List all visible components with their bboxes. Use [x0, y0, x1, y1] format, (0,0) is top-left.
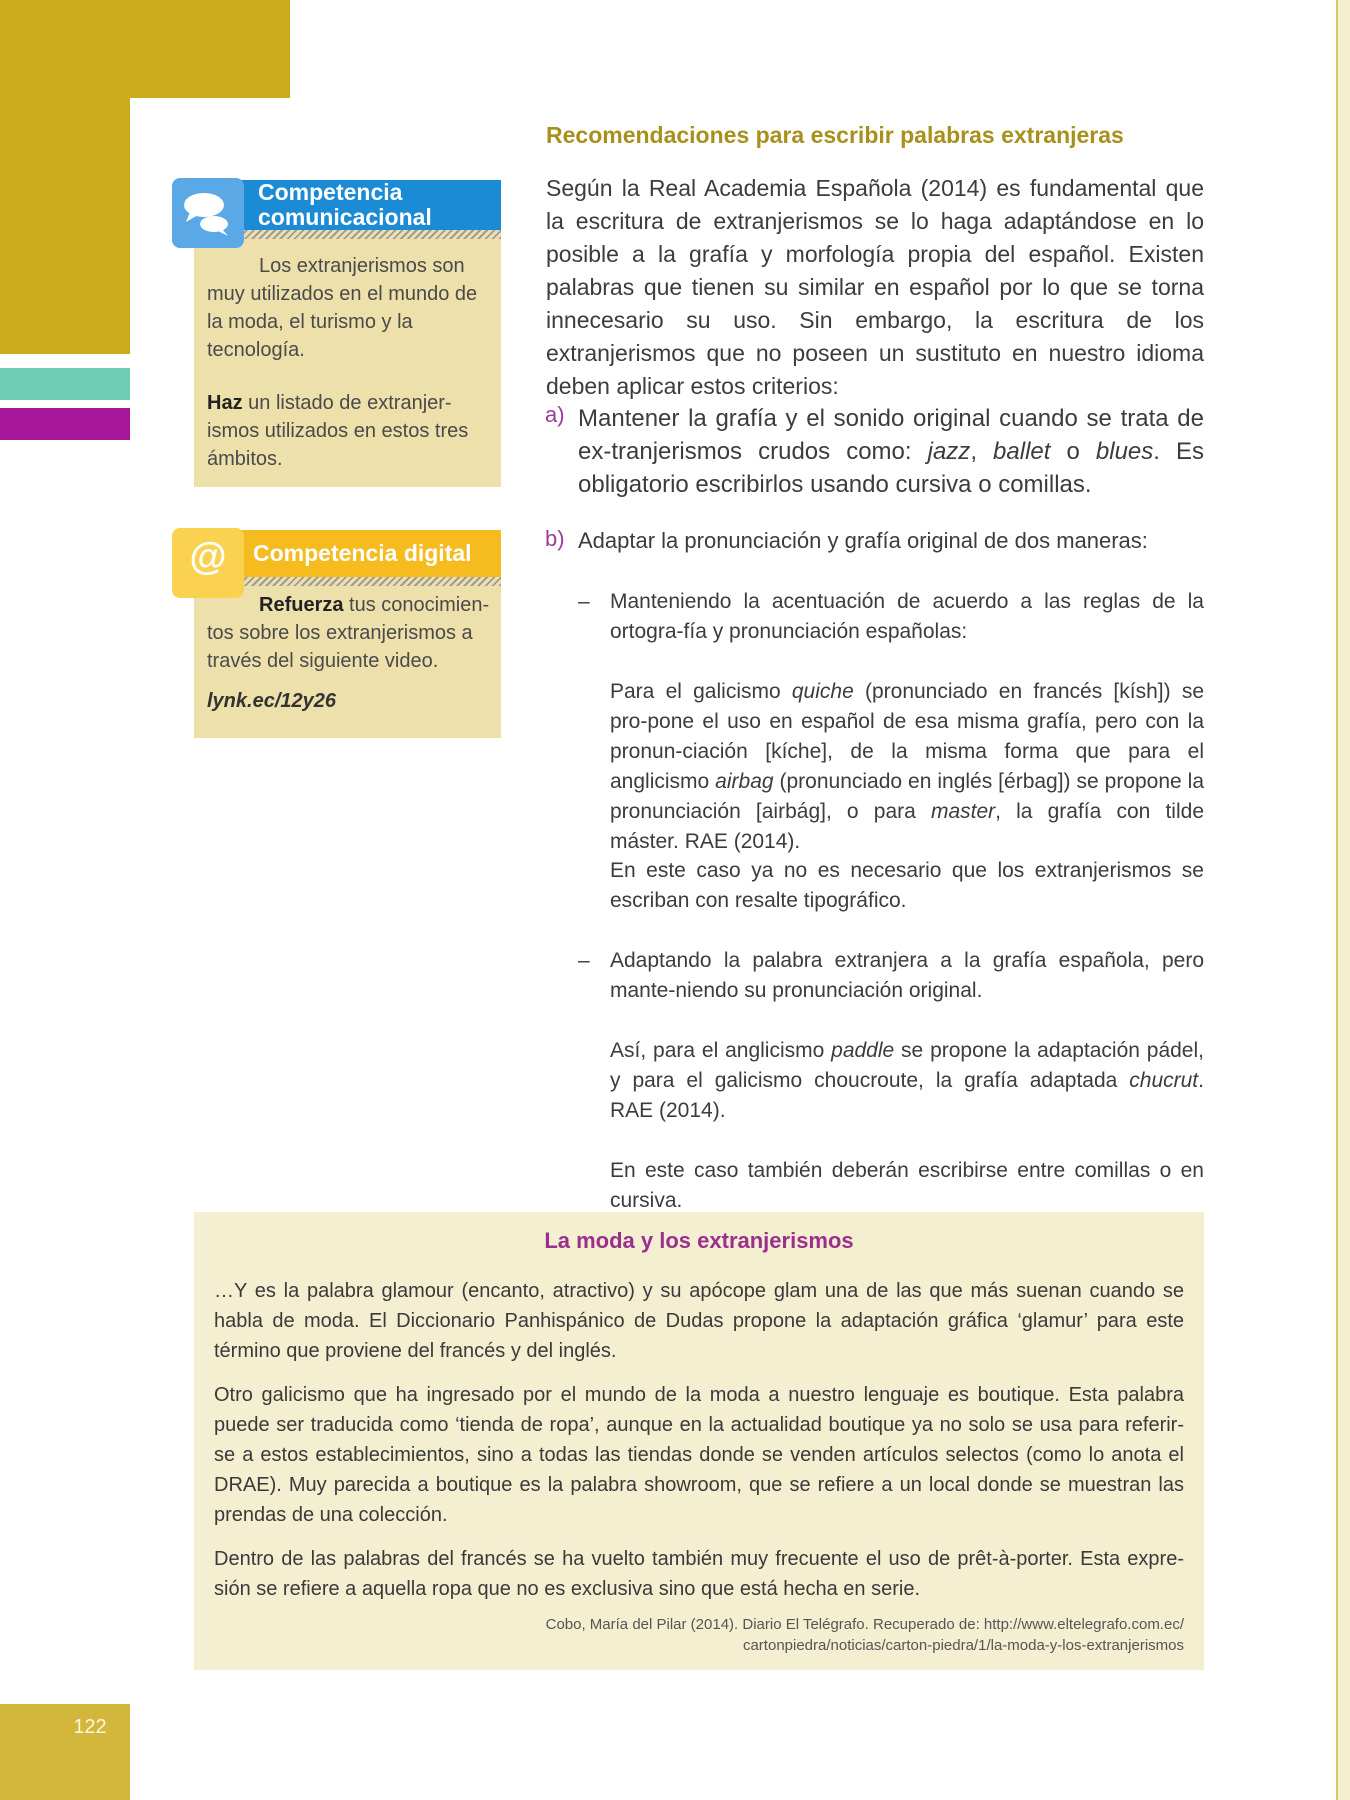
- box1-hatch-divider: [240, 230, 501, 239]
- reading-title: La moda y los extranjerismos: [544, 1228, 854, 1253]
- teal-stripe: [0, 368, 130, 400]
- reading-paragraph-3: Dentro de las palabras del francés se ha vuelto también muy frecuente el uso de prêt-à-porter. Esta expre-sión se refiere a aquella ropa que no es exclusiva sino que está hecha en serie.: [214, 1548, 1184, 1600]
- item-a-example: blues: [1095, 438, 1154, 465]
- sub1-dash: –: [578, 590, 590, 613]
- right-edge-band: [1338, 0, 1350, 1800]
- box2-paragraph-verb: Refuerza: [259, 594, 344, 616]
- item-a-marker: a): [545, 402, 565, 427]
- sub2-part: Así, para el anglicismo: [610, 1039, 832, 1062]
- page-number: 122: [73, 1716, 107, 1738]
- box2-paragraph: [207, 591, 492, 675]
- section-heading: Recomendaciones para escribir palabras extranjeras: [546, 122, 1124, 148]
- sub2-part: se propone la adaptación pádel, y para el galicismo choucroute, la grafía adaptada: [610, 1039, 1204, 1092]
- item-a-part: Mantener la grafía y el sonido original cuando se trata de ex-tranjerismos crudos como:: [578, 405, 1204, 465]
- item-a-example: jazz: [927, 438, 971, 465]
- box1-title: Competencia comunicacional: [258, 179, 432, 230]
- gold-corner-block: [0, 0, 290, 98]
- item-a-example: ballet: [993, 438, 1051, 465]
- sub1-example: airbag: [715, 770, 774, 793]
- sub1-part: , la grafía con tilde máster. RAE (2014).: [610, 800, 1204, 853]
- sub1-part: (pronunciado en francés [kísh]) se pro-pone el uso en español de esa misma grafía, pero con la pronun-ciación [kíche], de la misma forma que para el anglicismo: [610, 680, 1204, 793]
- box2-paragraph-text: tus conocimien-tos sobre los extranjerismos a través del siguiente video.: [207, 594, 490, 672]
- sub1-part: Para el galicismo: [610, 680, 792, 703]
- speech-bubbles-icon: [172, 178, 244, 248]
- sub2-example-paragraph: [610, 1036, 1204, 1126]
- sub2-text: Adaptando la palabra extranjera a la grafía española, pero mante-niendo su pronunciación original.: [610, 949, 1204, 1002]
- sub1-note: En este caso ya no es necesario que los extranjerismos se escriban con resalte tipográfico.: [610, 859, 1204, 912]
- video-link[interactable]: lynk.ec/12y26: [207, 690, 336, 712]
- box1-instruction-verb: Haz: [207, 392, 243, 414]
- reading-paragraph-2: Otro galicismo que ha ingresado por el mundo de la moda a nuestro lenguaje es boutique. Esta palabra puede ser traducida como ‘tienda de ropa’, aunque en la actualidad boutique ya no solo se usa para referir-se a estos establecimientos, sino a todas las tiendas donde se venden artículos selectos (como lo anota el DRAE). Muy parecida a boutique es la palabra showroom, que se refiere a un local donde se muestran las prendas de una colección.: [214, 1384, 1184, 1526]
- sub1-example: quiche: [791, 680, 854, 703]
- sub2-part: . RAE (2014).: [610, 1069, 1204, 1122]
- item-a-part: ,: [970, 438, 994, 465]
- box1-instruction: [207, 389, 482, 473]
- sub1-example: master: [930, 800, 996, 823]
- reading-source: [214, 1614, 1184, 1656]
- sub1-text: Manteniendo la acentuación de acuerdo a las reglas de la ortogra-fía y pronunciación españolas:: [610, 590, 1204, 643]
- gold-side-band: [0, 98, 130, 354]
- reading-paragraph-1: …Y es la palabra glamour (encanto, atractivo) y su apócope glam una de las que más suenan cuando se habla de moda. El Diccionario Panhispánico de Dudas propone la adaptación gráfica ‘glamur’ para este término que proviene del francés y del inglés.: [214, 1280, 1184, 1362]
- box1-paragraph: Los extranjerismos son muy utilizados en el mundo de la moda, el turismo y la tecnología.: [207, 255, 478, 361]
- item-a-text: [578, 402, 1204, 501]
- item-a-part: o: [1050, 438, 1096, 465]
- box2-hatch-divider: [242, 577, 501, 586]
- magenta-stripe: [0, 408, 130, 440]
- source-line-2: cartonpiedra/noticias/carton-piedra/1/la-moda-y-los-extranjerismos: [742, 1637, 1184, 1654]
- item-b-text: Adaptar la pronunciación y grafía original de dos maneras:: [578, 528, 1148, 553]
- item-b-marker: b): [545, 526, 565, 551]
- box1-instruction-text: un listado de extranjer-ismos utilizados en estos tres ámbitos.: [207, 392, 469, 470]
- sub1-part: (pronunciado en inglés [érbag]) se propone la pronunciación [airbág], o para: [610, 770, 1205, 823]
- sub2-example: paddle: [831, 1039, 895, 1062]
- intro-paragraph: Según la Real Academia Española (2014) es fundamental que la escritura de extranjerismos se lo haga adaptándose en lo posible a la grafía y morfología propia del español. Existen palabras que tienen su similar en español por lo que se torna innecesario su uso. Sin embargo, la escritura de los extranjerismos que no poseen un sustituto en nuestro idioma deben aplicar estos criterios:: [546, 175, 1204, 399]
- source-line-1: Cobo, María del Pilar (2014). Diario El Telégrafo. Recuperado de: http://www.eltelegrafo.com.ec/: [545, 1616, 1184, 1633]
- sub2-note: En este caso también deberán escribirse entre comillas o en cursiva.: [610, 1159, 1204, 1212]
- sub1-example-paragraph: [610, 677, 1204, 857]
- sub2-dash: –: [578, 949, 590, 972]
- item-a-part: . Es obligatorio escribirlos usando cursiva o comillas.: [578, 438, 1205, 498]
- box2-title: Competencia digital: [253, 540, 472, 566]
- at-sign-icon: @: [189, 536, 227, 578]
- sub2-example: chucrut: [1129, 1069, 1199, 1092]
